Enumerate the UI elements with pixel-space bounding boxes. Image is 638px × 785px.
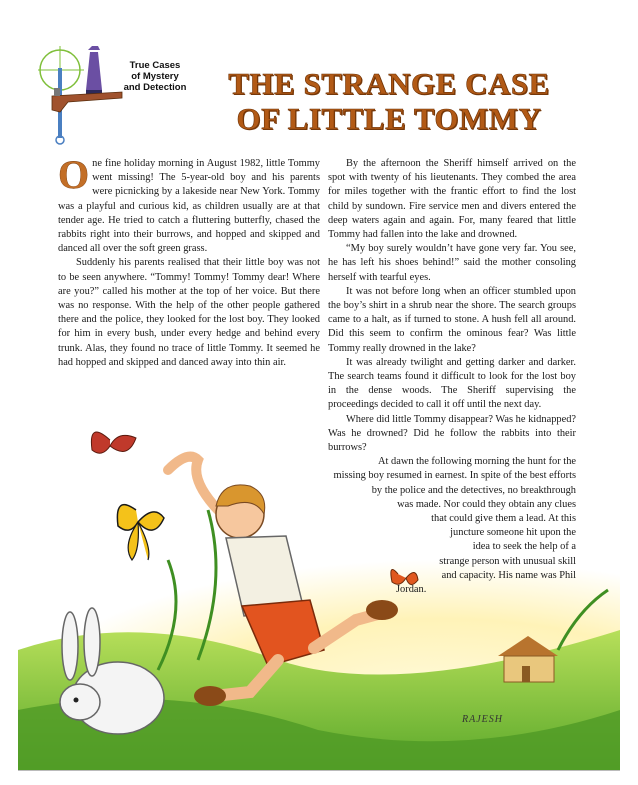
series-line-1: True Cases xyxy=(129,60,181,71)
right-p6-line-3: by the police and the detectives, no breakthrough xyxy=(371,484,576,496)
right-p6-line-7: idea to seek the help of a xyxy=(472,541,576,553)
right-p6-line-2: missing boy resumed in earnest. In spite of the best efforts xyxy=(333,470,576,482)
right-paragraph-2: “My boy surely wouldn’t have gone very far. You see, he has left his shoes behind!” said the mother consoling herself with tearful eyes. xyxy=(328,243,576,283)
right-paragraph-1: By the afternoon the Sheriff himself arrived on the spot with twenty of his lieutenants. They combed the area for miles together with the frantic effort to find the lost child by sundown. Fire service men and divers entered the deep waters again and again. For, many feared that little Tommy had fallen into the lake and drowned. xyxy=(328,158,576,241)
left-paragraph-1 xyxy=(58,152,320,256)
story-title xyxy=(214,66,564,136)
title-line-1: THE STRANGE CASE xyxy=(228,66,550,101)
series-label xyxy=(112,60,198,93)
left-paragraph-1-text: ne fine holiday morning in August 1982, little Tommy went missing! The 5-year-old boy and his parents were picnicking by a lakeside near New York. Tommy was a playful and curious kid, as children usually are at that tender age. He tried to catch a fluttering butterfly, chased the rabbits right into their burrows, and hopped and skipped and danced all over the soft green grass. xyxy=(58,158,320,255)
left-column xyxy=(58,152,320,370)
butterfly-icon xyxy=(117,505,164,560)
right-paragraph-4: It was already twilight and getting darker and darker. The search teams found it difficult to look for the lost boy in the dense woods. The Sheriff supervising the proceedings decided to call it off until the next day. xyxy=(328,356,576,411)
left-paragraph-2: Suddenly his parents realised that their little boy was not to be seen anywhere. “Tommy! Tommy! Tommy dear! Where are you?” called his mother at the top of her voice. But there was no response. With the help of the other people gathered there and the police, they looked for the lost boy. They looked for him in every bush, under every hedge and behind every trunk. Alas, they found no trace of little Tommy. It seemed he had hopped and skipped and danced away into thin air. xyxy=(58,257,320,368)
series-line-2: of Mystery xyxy=(131,71,179,82)
right-p6-line-9: and capacity. His name was Phil xyxy=(441,569,576,581)
right-p6-line-4: was made. Nor could they obtain any clues xyxy=(397,498,576,510)
detective-logo-icon xyxy=(38,40,128,150)
title-line-2: OF LITTLE TOMMY xyxy=(236,101,542,136)
right-p6-line-5: that could give them a lead. At this xyxy=(431,513,576,525)
artist-signature: RAJESH xyxy=(462,714,503,725)
right-p6-line-10: Jordan. xyxy=(396,584,427,596)
bottom-rule xyxy=(18,770,620,771)
right-p6-line-8: strange person with unusual skill xyxy=(439,555,576,567)
butterfly-icon xyxy=(91,432,136,453)
right-p6-line-6: juncture someone hit upon the xyxy=(450,527,576,539)
drop-cap: O xyxy=(58,152,90,197)
series-line-3: and Detection xyxy=(123,82,187,93)
right-p6-line-1: At dawn the following morning the hunt for the xyxy=(378,456,576,468)
right-paragraph-5: Where did little Tommy disappear? Was he kidnapped? Was he drowned? Did he follow the rabbits into their burrows? xyxy=(328,413,576,454)
right-column xyxy=(328,157,576,597)
right-paragraph-6 xyxy=(328,455,576,597)
right-paragraph-3: It was not before long when an officer stumbled upon the boy’s shirt in a shrub near the shore. The search groups came to a halt, as if turned to stone. A hush fell all around. Did this seem to confirm the ominous fear? Was little Tommy really drowned in the lake? xyxy=(328,285,576,354)
